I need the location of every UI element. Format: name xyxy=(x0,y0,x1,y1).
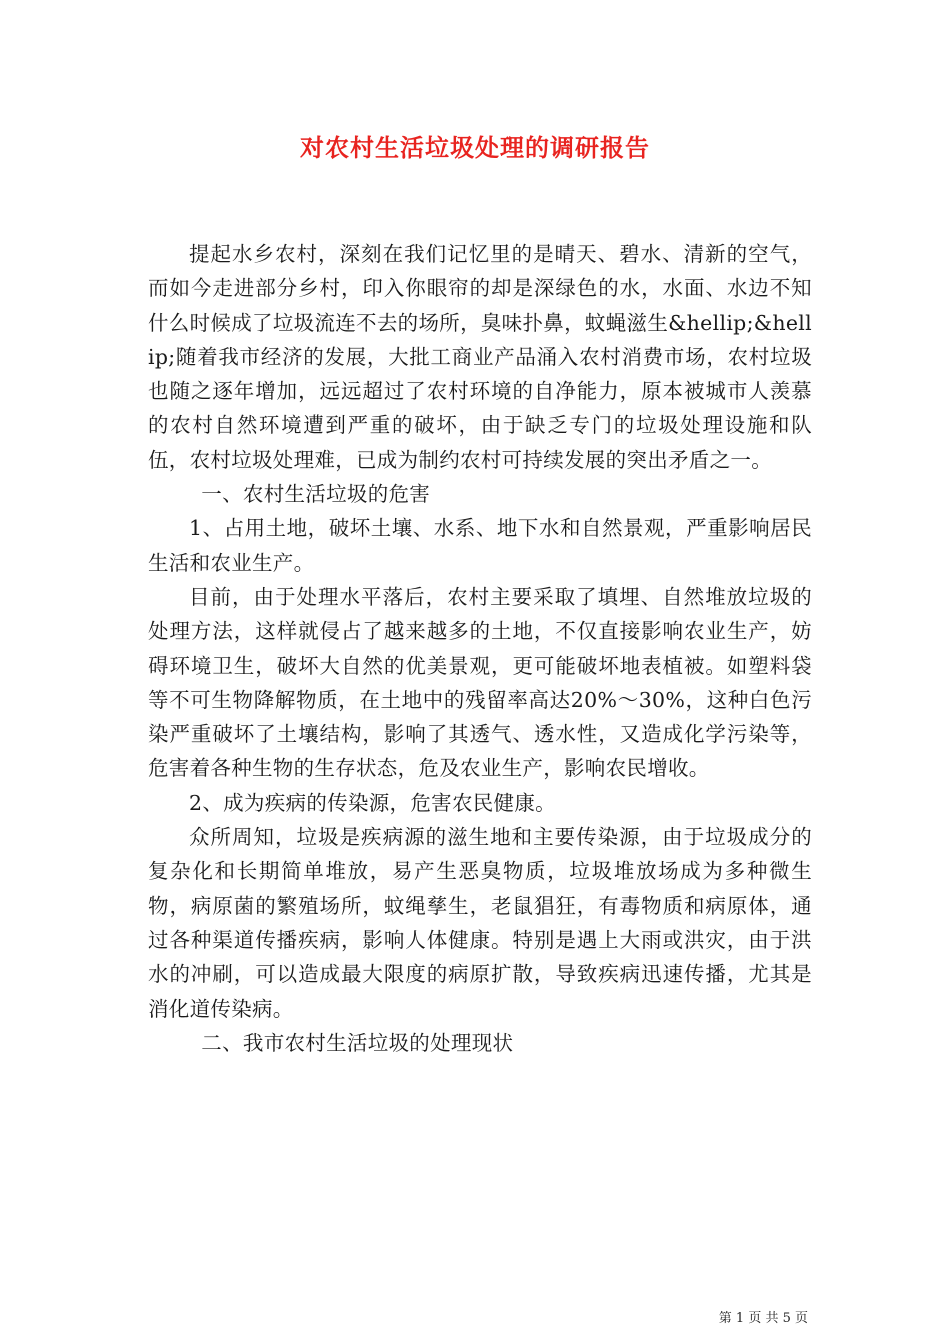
section-heading-hazards: 一、农村生活垃圾的危害 xyxy=(201,482,431,507)
section-heading-status: 二、我市农村生活垃圾的处理现状 xyxy=(201,1030,514,1055)
document-title: 对农村生活垃圾处理的调研报告 xyxy=(300,133,650,162)
intro-paragraph: 提起水乡农村，深刻在我们记忆里的是晴天、碧水、清新的空气，而如今走进部分乡村，印入你眼帘的却是深绿色的水，水面、水边不知什么时候成了垃圾流连不去的场所，臭味扑鼻，蚊蝇滋生&hellip;&hellip;随着我市经济的发展，大批工商业产品涌入农村消费市场，农村垃圾也随之逐年增加，远远超过了农村环境的自净能力，原本被城市人羡慕的农村自然环境遭到严重的破坏，由于缺乏专门的垃圾处理设施和队伍，农村垃圾处理难，已成为制约农村可持续发展的突出矛盾之一。 xyxy=(148,242,812,472)
document-body xyxy=(148,237,812,1060)
subheading-disease: 2、成为疾病的传染源，危害农民健康。 xyxy=(189,790,556,815)
paragraph-disease: 众所周知，垃圾是疾病源的滋生地和主要传染源，由于垃圾成分的复杂化和长期简单堆放，易产生恶臭物质，垃圾堆放场成为多种微生物，病原菌的繁殖场所，蚊绳孳生，老鼠猖狂，有毒物质和病原体，通过各种渠道传播疾病，影响人体健康。特别是遇上大雨或洪灾，由于洪水的冲刷，可以造成最大限度的病原扩散，导致疾病迅速传播，尤其是消化道传染病。 xyxy=(148,825,812,1021)
paragraph-land-use: 目前，由于处理水平落后，农村主要采取了填埋、自然堆放垃圾的处理方法，这样就侵占了越来越多的土地，不仅直接影响农业生产，妨碍环境卫生，破坏大自然的优美景观，更可能破坏地表植被。如塑料袋等不可生物降解物质，在土地中的残留率高达20%～30%，这种白色污染严重破坏了土壤结构，影响了其透气、透水性，又造成化学污染等，危害着各种生物的生存状态，危及农业生产，影响农民增收。 xyxy=(148,584,812,781)
page-number: 第 1 页 共 5 页 xyxy=(718,1311,808,1326)
subheading-land-use: 1、占用土地，破坏土壤、水系、地下水和自然景观，严重影响居民生活和农业生产。 xyxy=(148,516,812,575)
